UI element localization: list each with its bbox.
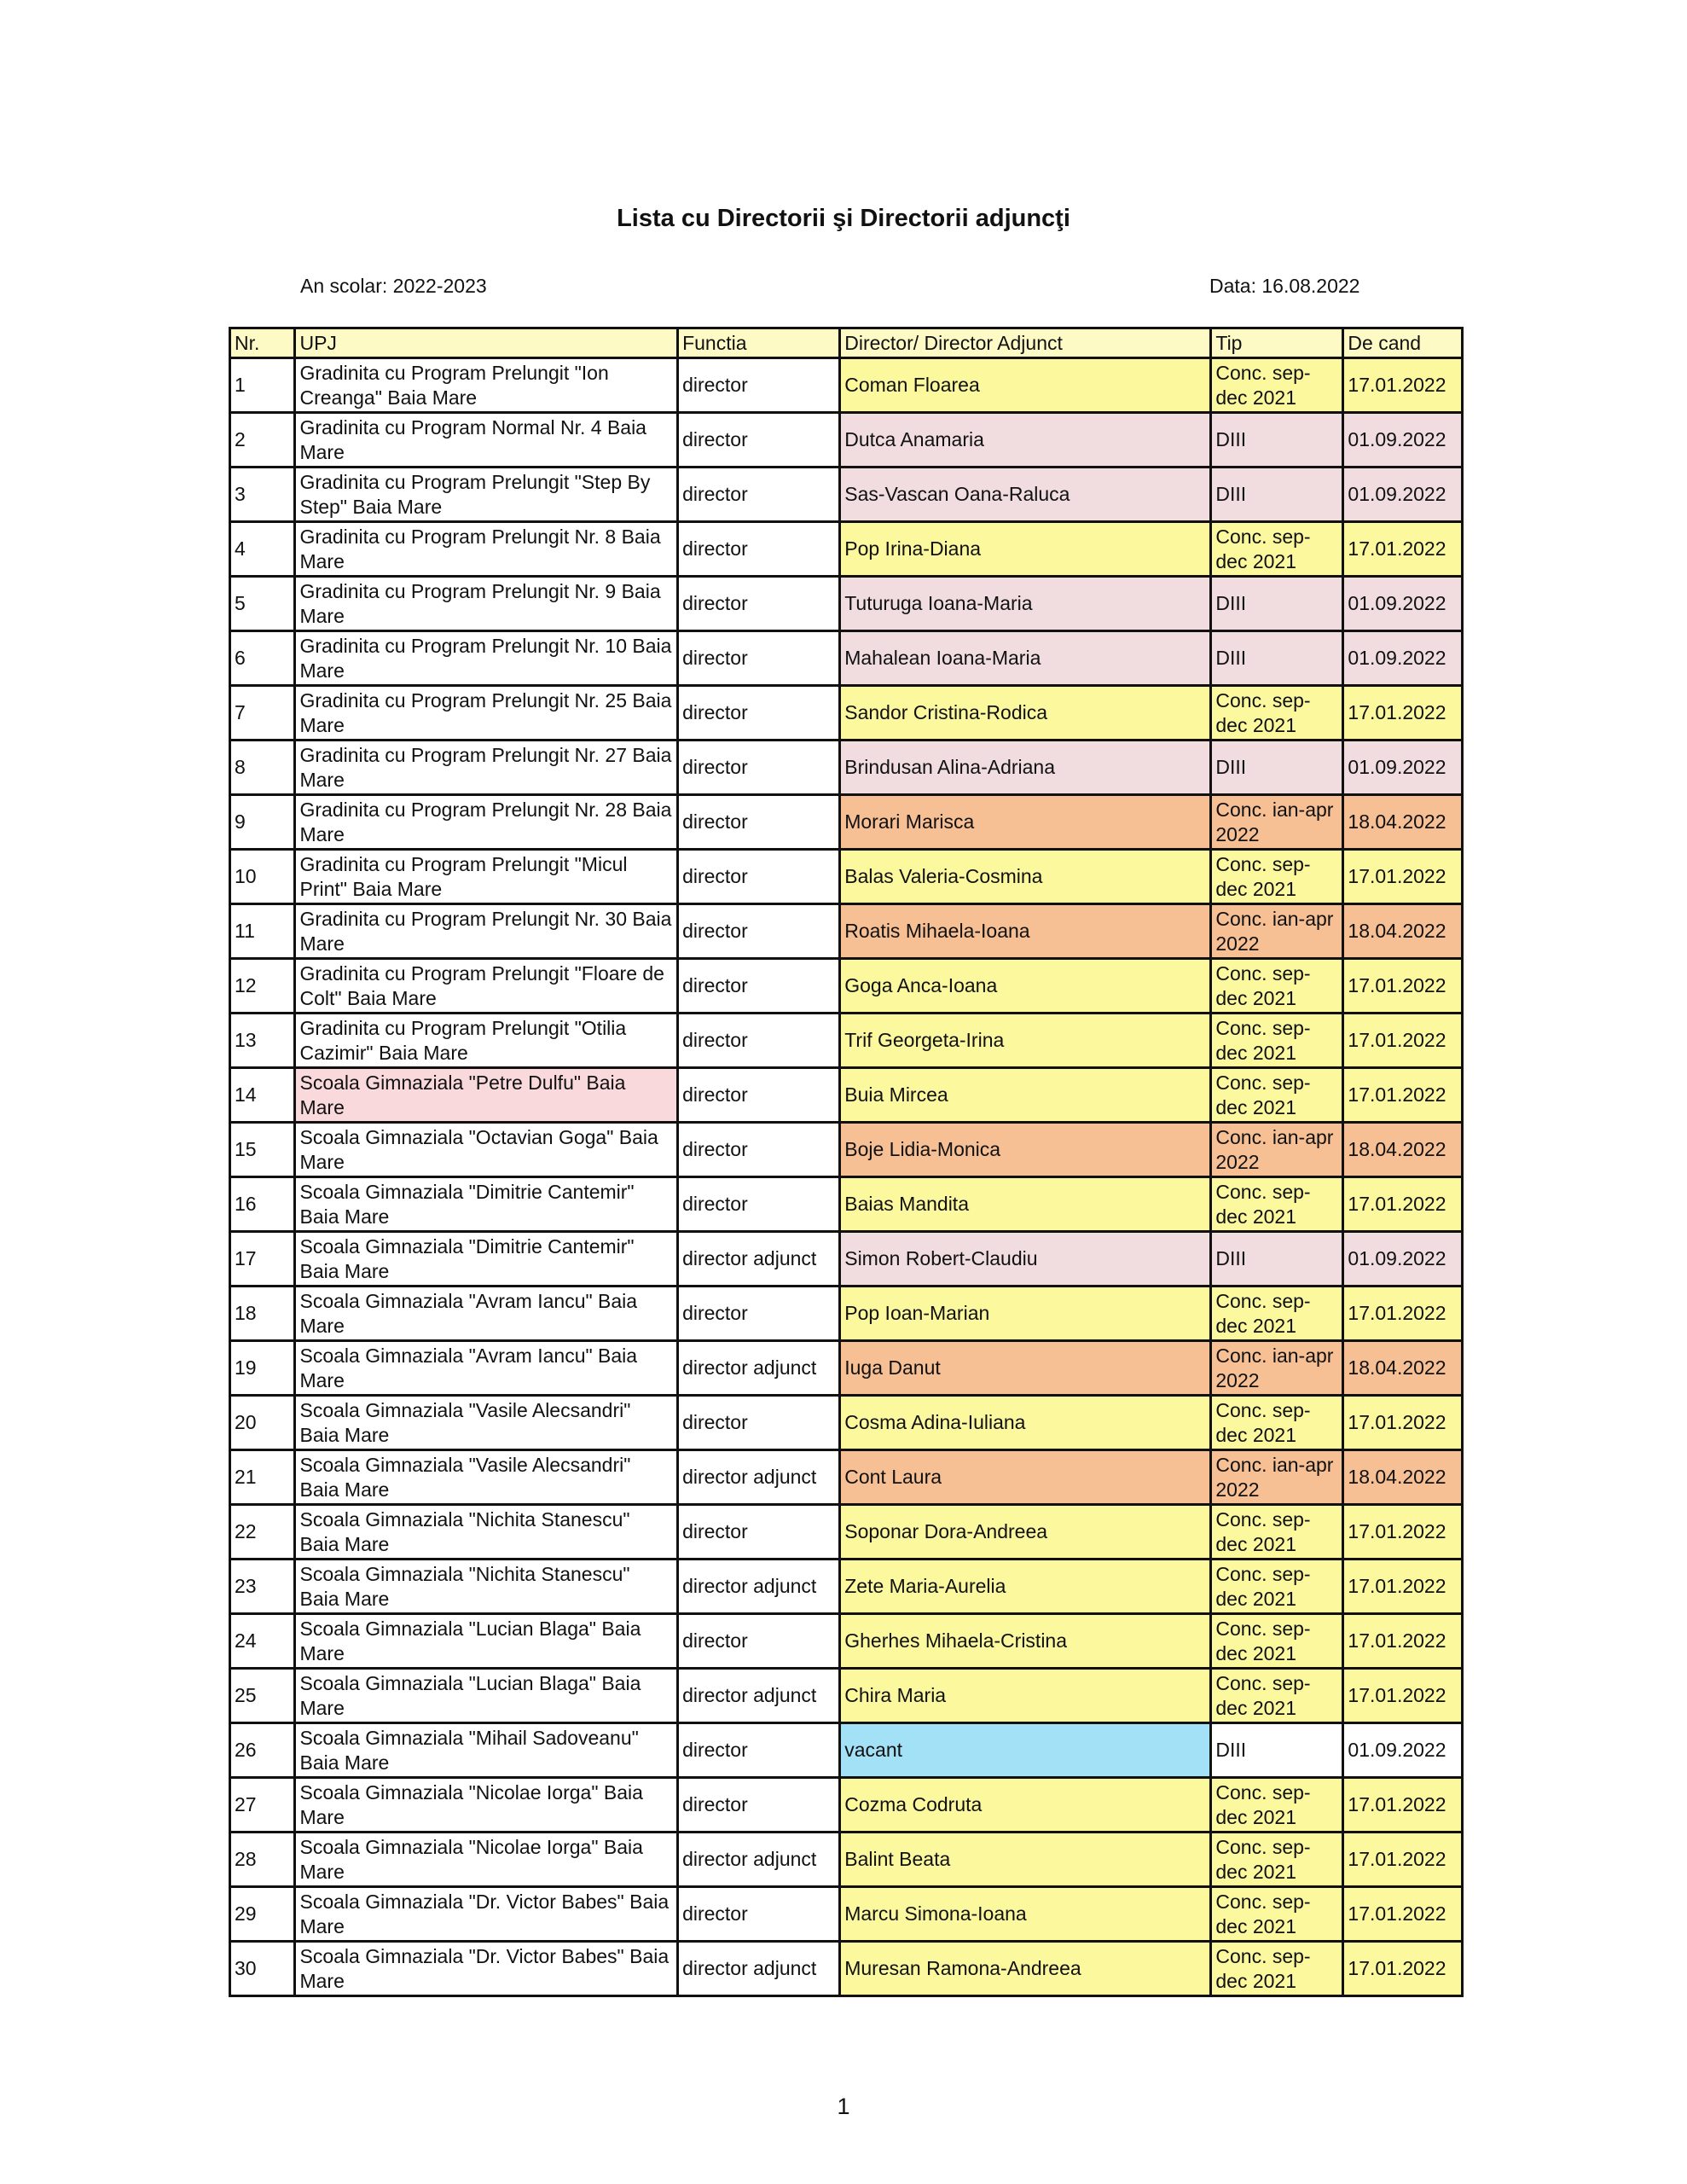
- cell-functia: director adjunct: [678, 1560, 840, 1614]
- cell-de-cand: 17.01.2022: [1343, 1833, 1463, 1887]
- cell-director: Dutca Anamaria: [840, 413, 1211, 468]
- table-row: [230, 850, 1463, 904]
- table-row: [230, 1505, 1463, 1560]
- table-row: [230, 1123, 1463, 1177]
- cell-director: Coman Floarea: [840, 358, 1211, 413]
- table-row: [230, 631, 1463, 686]
- cell-de-cand: 17.01.2022: [1343, 522, 1463, 577]
- cell-de-cand: 17.01.2022: [1343, 1068, 1463, 1123]
- cell-director: Balas Valeria-Cosmina: [840, 850, 1211, 904]
- cell-nr: 9: [230, 795, 295, 850]
- cell-director: Sandor Cristina-Rodica: [840, 686, 1211, 741]
- cell-nr: 18: [230, 1287, 295, 1341]
- cell-tip: Conc. sep-dec 2021: [1211, 1614, 1343, 1669]
- cell-director: Morari Marisca: [840, 795, 1211, 850]
- cell-tip: Conc. ian-apr 2022: [1211, 1341, 1343, 1396]
- table-row: [230, 468, 1463, 522]
- cell-nr: 26: [230, 1723, 295, 1778]
- cell-de-cand: 17.01.2022: [1343, 850, 1463, 904]
- cell-nr: 5: [230, 577, 295, 631]
- table-row: [230, 1232, 1463, 1287]
- cell-nr: 21: [230, 1450, 295, 1505]
- cell-nr: 20: [230, 1396, 295, 1450]
- cell-director: Iuga Danut: [840, 1341, 1211, 1396]
- cell-functia: director: [678, 1177, 840, 1232]
- cell-upj: Scoala Gimnaziala "Mihail Sadoveanu" Baia Mare: [295, 1723, 678, 1778]
- cell-director: Soponar Dora-Andreea: [840, 1505, 1211, 1560]
- cell-functia: director: [678, 1287, 840, 1341]
- cell-de-cand: 17.01.2022: [1343, 1505, 1463, 1560]
- cell-director: Simon Robert-Claudiu: [840, 1232, 1211, 1287]
- cell-upj: Scoala Gimnaziala "Dimitrie Cantemir" Baia Mare: [295, 1232, 678, 1287]
- cell-functia: director: [678, 468, 840, 522]
- cell-tip: Conc. sep-dec 2021: [1211, 686, 1343, 741]
- cell-tip: Conc. sep-dec 2021: [1211, 1669, 1343, 1723]
- cell-de-cand: 17.01.2022: [1343, 686, 1463, 741]
- document-title: Lista cu Directorii şi Directorii adjuncţi: [617, 205, 1070, 232]
- cell-director: Goga Anca-Ioana: [840, 959, 1211, 1014]
- cell-functia: director: [678, 522, 840, 577]
- cell-tip: Conc. sep-dec 2021: [1211, 1560, 1343, 1614]
- cell-upj: Scoala Gimnaziala "Vasile Alecsandri" Baia Mare: [295, 1396, 678, 1450]
- cell-de-cand: 17.01.2022: [1343, 1560, 1463, 1614]
- header-functia: Functia: [678, 328, 840, 358]
- cell-tip: Conc. sep-dec 2021: [1211, 1177, 1343, 1232]
- cell-director: Trif Georgeta-Irina: [840, 1014, 1211, 1068]
- cell-tip: Conc. sep-dec 2021: [1211, 1014, 1343, 1068]
- cell-director: Buia Mircea: [840, 1068, 1211, 1123]
- cell-functia: director: [678, 1123, 840, 1177]
- school-year: An scolar: 2022-2023: [300, 275, 487, 297]
- cell-tip: DIII: [1211, 1723, 1343, 1778]
- cell-nr: 6: [230, 631, 295, 686]
- cell-functia: director adjunct: [678, 1232, 840, 1287]
- cell-functia: director: [678, 795, 840, 850]
- cell-nr: 27: [230, 1778, 295, 1833]
- cell-nr: 29: [230, 1887, 295, 1942]
- cell-de-cand: 17.01.2022: [1343, 1287, 1463, 1341]
- cell-upj: Scoala Gimnaziala "Nicolae Iorga" Baia Mare: [295, 1833, 678, 1887]
- cell-nr: 13: [230, 1014, 295, 1068]
- page-number: 1: [837, 2094, 850, 2119]
- cell-upj: Gradinita cu Program Prelungit "Floare de Colt" Baia Mare: [295, 959, 678, 1014]
- cell-director: Roatis Mihaela-Ioana: [840, 904, 1211, 959]
- cell-director: Chira Maria: [840, 1669, 1211, 1723]
- cell-director: Brindusan Alina-Adriana: [840, 741, 1211, 795]
- cell-nr: 16: [230, 1177, 295, 1232]
- cell-de-cand: 01.09.2022: [1343, 1232, 1463, 1287]
- cell-nr: 25: [230, 1669, 295, 1723]
- cell-tip: DIII: [1211, 468, 1343, 522]
- cell-director: Cosma Adina-Iuliana: [840, 1396, 1211, 1450]
- table-row: [230, 577, 1463, 631]
- table-row: [230, 795, 1463, 850]
- cell-upj: Gradinita cu Program Normal Nr. 4 Baia Mare: [295, 413, 678, 468]
- table-row: [230, 1014, 1463, 1068]
- cell-functia: director: [678, 1396, 840, 1450]
- cell-functia: director: [678, 413, 840, 468]
- cell-upj: Gradinita cu Program Prelungit "Ion Creanga" Baia Mare: [295, 358, 678, 413]
- cell-de-cand: 17.01.2022: [1343, 1778, 1463, 1833]
- table-row: [230, 1287, 1463, 1341]
- cell-functia: director: [678, 358, 840, 413]
- cell-director: Mahalean Ioana-Maria: [840, 631, 1211, 686]
- table-header-row: [230, 328, 1463, 358]
- cell-de-cand: 17.01.2022: [1343, 1614, 1463, 1669]
- cell-functia: director adjunct: [678, 1341, 840, 1396]
- cell-tip: Conc. sep-dec 2021: [1211, 522, 1343, 577]
- cell-director: Cozma Codruta: [840, 1778, 1211, 1833]
- cell-functia: director adjunct: [678, 1669, 840, 1723]
- cell-upj: Gradinita cu Program Prelungit Nr. 28 Baia Mare: [295, 795, 678, 850]
- cell-tip: Conc. sep-dec 2021: [1211, 850, 1343, 904]
- header-nr: Nr.: [230, 328, 295, 358]
- cell-upj: Scoala Gimnaziala "Dimitrie Cantemir" Baia Mare: [295, 1177, 678, 1232]
- cell-upj: Scoala Gimnaziala "Dr. Victor Babes" Baia Mare: [295, 1942, 678, 1996]
- cell-director: vacant: [840, 1723, 1211, 1778]
- table-row: [230, 1560, 1463, 1614]
- cell-tip: DIII: [1211, 1232, 1343, 1287]
- cell-tip: Conc. sep-dec 2021: [1211, 1833, 1343, 1887]
- cell-tip: Conc. sep-dec 2021: [1211, 1505, 1343, 1560]
- cell-functia: director: [678, 577, 840, 631]
- cell-upj: Scoala Gimnaziala "Nichita Stanescu" Baia Mare: [295, 1560, 678, 1614]
- cell-nr: 14: [230, 1068, 295, 1123]
- table-row: [230, 1942, 1463, 1996]
- cell-functia: director: [678, 1778, 840, 1833]
- cell-director: Zete Maria-Aurelia: [840, 1560, 1211, 1614]
- cell-functia: director: [678, 1505, 840, 1560]
- cell-director: Pop Ioan-Marian: [840, 1287, 1211, 1341]
- table-row: [230, 1778, 1463, 1833]
- cell-director: Sas-Vascan Oana-Raluca: [840, 468, 1211, 522]
- cell-tip: Conc. sep-dec 2021: [1211, 1396, 1343, 1450]
- table-row: [230, 741, 1463, 795]
- cell-de-cand: 01.09.2022: [1343, 1723, 1463, 1778]
- cell-functia: director: [678, 904, 840, 959]
- cell-upj: Scoala Gimnaziala "Avram Iancu" Baia Mare: [295, 1341, 678, 1396]
- cell-nr: 22: [230, 1505, 295, 1560]
- cell-functia: director: [678, 1887, 840, 1942]
- table-row: [230, 1177, 1463, 1232]
- table-body: [230, 358, 1463, 1996]
- cell-upj: Scoala Gimnaziala "Octavian Goga" Baia Mare: [295, 1123, 678, 1177]
- cell-upj: Scoala Gimnaziala "Lucian Blaga" Baia Mare: [295, 1669, 678, 1723]
- header-tip: Tip: [1211, 328, 1343, 358]
- cell-upj: Gradinita cu Program Prelungit Nr. 10 Baia Mare: [295, 631, 678, 686]
- cell-functia: director: [678, 959, 840, 1014]
- cell-tip: DIII: [1211, 741, 1343, 795]
- table-row: [230, 1068, 1463, 1123]
- cell-nr: 2: [230, 413, 295, 468]
- cell-nr: 15: [230, 1123, 295, 1177]
- cell-nr: 24: [230, 1614, 295, 1669]
- cell-upj: Scoala Gimnaziala "Avram Iancu" Baia Mare: [295, 1287, 678, 1341]
- cell-nr: 11: [230, 904, 295, 959]
- cell-director: Gherhes Mihaela-Cristina: [840, 1614, 1211, 1669]
- cell-director: Marcu Simona-Ioana: [840, 1887, 1211, 1942]
- cell-upj: Scoala Gimnaziala "Petre Dulfu" Baia Mare: [295, 1068, 678, 1123]
- cell-tip: DIII: [1211, 413, 1343, 468]
- cell-upj: Gradinita cu Program Prelungit "Otilia Cazimir" Baia Mare: [295, 1014, 678, 1068]
- cell-nr: 19: [230, 1341, 295, 1396]
- table-row: [230, 413, 1463, 468]
- cell-upj: Gradinita cu Program Prelungit Nr. 27 Baia Mare: [295, 741, 678, 795]
- cell-de-cand: 18.04.2022: [1343, 795, 1463, 850]
- cell-nr: 23: [230, 1560, 295, 1614]
- cell-de-cand: 17.01.2022: [1343, 959, 1463, 1014]
- table-row: [230, 1450, 1463, 1505]
- cell-de-cand: 01.09.2022: [1343, 468, 1463, 522]
- table-row: [230, 1669, 1463, 1723]
- cell-de-cand: 18.04.2022: [1343, 1341, 1463, 1396]
- cell-director: Pop Irina-Diana: [840, 522, 1211, 577]
- cell-de-cand: 18.04.2022: [1343, 904, 1463, 959]
- cell-de-cand: 01.09.2022: [1343, 413, 1463, 468]
- cell-director: Muresan Ramona-Andreea: [840, 1942, 1211, 1996]
- cell-director: Cont Laura: [840, 1450, 1211, 1505]
- cell-upj: Gradinita cu Program Prelungit Nr. 8 Baia Mare: [295, 522, 678, 577]
- cell-tip: Conc. sep-dec 2021: [1211, 1887, 1343, 1942]
- cell-de-cand: 01.09.2022: [1343, 631, 1463, 686]
- cell-functia: director: [678, 1723, 840, 1778]
- table-row: [230, 1887, 1463, 1942]
- cell-tip: Conc. ian-apr 2022: [1211, 1123, 1343, 1177]
- header-de-cand: De cand: [1343, 328, 1463, 358]
- cell-functia: director: [678, 686, 840, 741]
- cell-tip: Conc. sep-dec 2021: [1211, 1287, 1343, 1341]
- cell-nr: 3: [230, 468, 295, 522]
- document-date: Data: 16.08.2022: [1209, 275, 1360, 297]
- cell-upj: Gradinita cu Program Prelungit "Micul Print" Baia Mare: [295, 850, 678, 904]
- cell-functia: director: [678, 850, 840, 904]
- cell-functia: director: [678, 1068, 840, 1123]
- cell-tip: Conc. ian-apr 2022: [1211, 1450, 1343, 1505]
- cell-tip: Conc. sep-dec 2021: [1211, 1942, 1343, 1996]
- cell-upj: Scoala Gimnaziala "Dr. Victor Babes" Baia Mare: [295, 1887, 678, 1942]
- cell-functia: director: [678, 1014, 840, 1068]
- table-row: [230, 1614, 1463, 1669]
- cell-de-cand: 18.04.2022: [1343, 1123, 1463, 1177]
- cell-de-cand: 18.04.2022: [1343, 1450, 1463, 1505]
- cell-de-cand: 17.01.2022: [1343, 1942, 1463, 1996]
- cell-upj: Scoala Gimnaziala "Lucian Blaga" Baia Mare: [295, 1614, 678, 1669]
- cell-de-cand: 17.01.2022: [1343, 1396, 1463, 1450]
- cell-upj: Gradinita cu Program Prelungit Nr. 9 Baia Mare: [295, 577, 678, 631]
- table-row: [230, 522, 1463, 577]
- cell-functia: director: [678, 1614, 840, 1669]
- table-row: [230, 1341, 1463, 1396]
- cell-upj: Scoala Gimnaziala "Nichita Stanescu" Baia Mare: [295, 1505, 678, 1560]
- cell-nr: 4: [230, 522, 295, 577]
- table-row: [230, 959, 1463, 1014]
- cell-tip: Conc. sep-dec 2021: [1211, 358, 1343, 413]
- cell-upj: Gradinita cu Program Prelungit Nr. 30 Baia Mare: [295, 904, 678, 959]
- cell-nr: 7: [230, 686, 295, 741]
- cell-director: Boje Lidia-Monica: [840, 1123, 1211, 1177]
- cell-tip: DIII: [1211, 631, 1343, 686]
- cell-de-cand: 17.01.2022: [1343, 1177, 1463, 1232]
- cell-upj: Scoala Gimnaziala "Nicolae Iorga" Baia Mare: [295, 1778, 678, 1833]
- cell-nr: 17: [230, 1232, 295, 1287]
- table-row: [230, 1396, 1463, 1450]
- cell-de-cand: 17.01.2022: [1343, 1014, 1463, 1068]
- cell-tip: Conc. sep-dec 2021: [1211, 1068, 1343, 1123]
- cell-director: Baias Mandita: [840, 1177, 1211, 1232]
- cell-upj: Gradinita cu Program Prelungit Nr. 25 Baia Mare: [295, 686, 678, 741]
- table-row: [230, 904, 1463, 959]
- directors-table: [229, 327, 1464, 1997]
- cell-nr: 8: [230, 741, 295, 795]
- cell-tip: Conc. ian-apr 2022: [1211, 904, 1343, 959]
- cell-functia: director: [678, 631, 840, 686]
- cell-director: Balint Beata: [840, 1833, 1211, 1887]
- cell-de-cand: 01.09.2022: [1343, 741, 1463, 795]
- cell-de-cand: 17.01.2022: [1343, 1669, 1463, 1723]
- cell-functia: director adjunct: [678, 1833, 840, 1887]
- cell-functia: director adjunct: [678, 1942, 840, 1996]
- cell-de-cand: 17.01.2022: [1343, 358, 1463, 413]
- cell-nr: 1: [230, 358, 295, 413]
- cell-nr: 28: [230, 1833, 295, 1887]
- cell-de-cand: 01.09.2022: [1343, 577, 1463, 631]
- cell-nr: 12: [230, 959, 295, 1014]
- cell-nr: 30: [230, 1942, 295, 1996]
- table-row: [230, 686, 1463, 741]
- header-upj: UPJ: [295, 328, 678, 358]
- cell-functia: director: [678, 741, 840, 795]
- header-director: Director/ Director Adjunct: [840, 328, 1211, 358]
- cell-tip: Conc. ian-apr 2022: [1211, 795, 1343, 850]
- table-row: [230, 358, 1463, 413]
- cell-tip: DIII: [1211, 577, 1343, 631]
- cell-de-cand: 17.01.2022: [1343, 1887, 1463, 1942]
- cell-tip: Conc. sep-dec 2021: [1211, 1778, 1343, 1833]
- cell-upj: Scoala Gimnaziala "Vasile Alecsandri" Baia Mare: [295, 1450, 678, 1505]
- cell-tip: Conc. sep-dec 2021: [1211, 959, 1343, 1014]
- cell-functia: director adjunct: [678, 1450, 840, 1505]
- table-row: [230, 1833, 1463, 1887]
- cell-director: Tuturuga Ioana-Maria: [840, 577, 1211, 631]
- cell-nr: 10: [230, 850, 295, 904]
- table-row: [230, 1723, 1463, 1778]
- cell-upj: Gradinita cu Program Prelungit "Step By Step" Baia Mare: [295, 468, 678, 522]
